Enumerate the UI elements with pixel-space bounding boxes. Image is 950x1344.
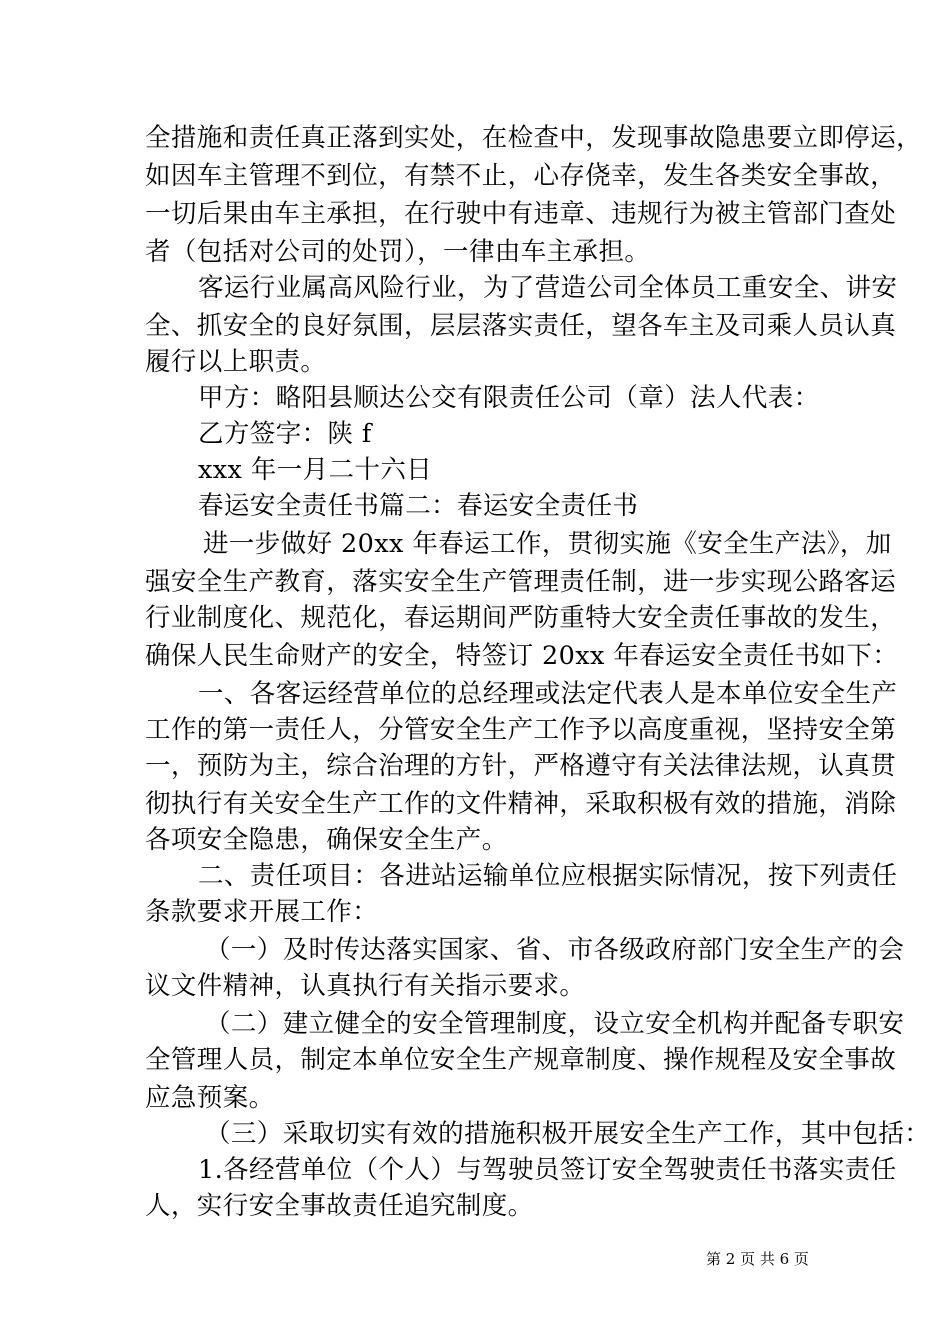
body-line: 彻执行有关安全生产工作的文件精神，采取积极有效的措施，消除 bbox=[145, 789, 897, 819]
body-line: （三）采取切实有效的措施积极开展安全生产工作，其中包括： bbox=[205, 1119, 931, 1149]
body-line: 全、抓安全的良好氛围，层层落实责任，望各车主及司乘人员认真 bbox=[145, 311, 897, 341]
body-line: 强安全生产教育，落实安全生产管理责任制，进一步实现公路客运 bbox=[145, 567, 897, 597]
body-line: 人，实行安全事故责任追究制度。 bbox=[145, 1191, 534, 1221]
body-line: 行业制度化、规范化，春运期间严防重特大安全责任事故的发生， bbox=[145, 603, 897, 633]
body-line: 者（包括对公司的处罚），一律由车主承担。 bbox=[145, 237, 651, 267]
body-line: 全管理人员，制定本单位安全生产规章制度、操作规程及安全事故 bbox=[145, 1045, 897, 1075]
body-line: （一）及时传达落实国家、省、市各级政府部门安全生产的会 bbox=[205, 935, 905, 965]
body-line: 客运行业属高风险行业，为了营造公司全体员工重安全、讲安 bbox=[198, 273, 898, 303]
body-line: 如因车主管理不到位，有禁不止，心存侥幸，发生各类安全事故， bbox=[145, 161, 897, 191]
body-line: 一，预防为主，综合治理的方针，严格遵守有关法律法规，认真贯 bbox=[145, 751, 897, 781]
body-line: 全措施和责任真正落到实处，在检查中，发现事故隐患要立即停运， bbox=[145, 123, 923, 153]
body-line: 各项安全隐患，确保安全生产。 bbox=[145, 825, 508, 855]
body-line: 条款要求开展工作： bbox=[145, 897, 379, 927]
party-a-line: 甲方：略阳县顺达公交有限责任公司（章）法人代表： bbox=[198, 383, 820, 413]
body-line: 一切后果由车主承担，在行驶中有违章、违规行为被主管部门查处 bbox=[145, 199, 897, 229]
body-line: 履行以上职责。 bbox=[145, 347, 327, 377]
body-line: 确保人民生命财产的安全，特签订 20xx 年春运安全责任书如下： bbox=[145, 641, 899, 671]
party-b-line: 乙方签字：陕 f bbox=[198, 419, 372, 449]
date-line: xxx 年一月二十六日 bbox=[198, 455, 433, 485]
page-footer: 第 2 页 共 6 页 bbox=[706, 1250, 809, 1268]
section-heading: 春运安全责任书篇二：春运安全责任书 bbox=[198, 491, 639, 521]
body-line: 工作的第一责任人，分管安全生产工作予以高度重视，坚持安全第 bbox=[145, 715, 897, 745]
body-line: 一、各客运经营单位的总经理或法定代表人是本单位安全生产 bbox=[198, 679, 898, 709]
body-line: 1.各经营单位（个人）与驾驶员签订安全驾驶责任书落实责任 bbox=[198, 1155, 897, 1185]
body-line: 议文件精神，认真执行有关指示要求。 bbox=[145, 971, 586, 1001]
body-line: （二）建立健全的安全管理制度，设立安全机构并配备专职安 bbox=[205, 1009, 905, 1039]
body-line: 应急预案。 bbox=[145, 1083, 275, 1113]
body-line: 二、责任项目：各进站运输单位应根据实际情况，按下列责任 bbox=[198, 861, 898, 891]
body-line: 进一步做好 20xx 年春运工作，贯彻实施《安全生产法》，加 bbox=[203, 529, 892, 559]
